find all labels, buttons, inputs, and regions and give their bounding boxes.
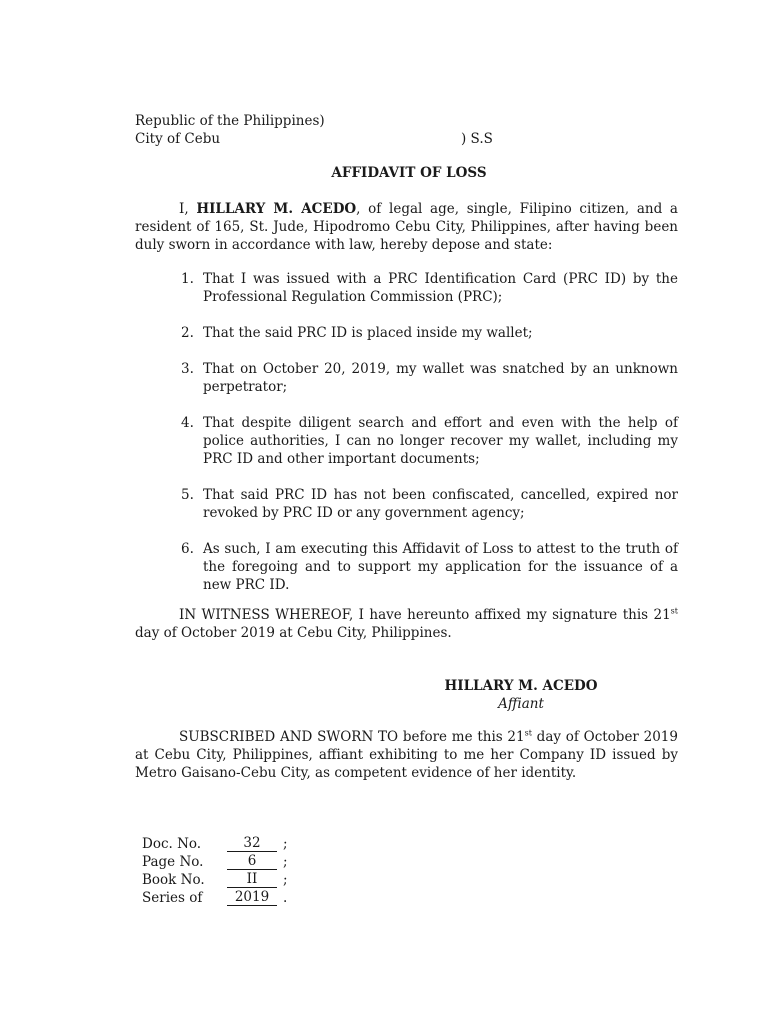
register-row-series (142, 889, 302, 907)
item-text: That said PRC ID has not been confiscated, cancelled, expired nor revoked by PRC ID or any government agency; (203, 487, 678, 521)
affiant-name-inline: HILLARY M. ACEDO (196, 201, 357, 217)
register-label: Doc. No. (142, 836, 202, 852)
witness-paragraph (135, 606, 678, 642)
item-number: 5. (181, 487, 194, 503)
venue-block (135, 112, 493, 148)
register-row-book (142, 871, 302, 889)
register-value: II (227, 871, 277, 888)
notarial-register (142, 835, 302, 907)
item-number: 2. (181, 325, 194, 341)
item-number: 1. (181, 271, 194, 287)
intro-paragraph (135, 200, 678, 254)
item-text: That I was issued with a PRC Identification Card (PRC ID) by the Professional Regulation Commission (PRC); (203, 271, 678, 305)
item-text: That the said PRC ID is placed inside my wallet; (203, 325, 533, 341)
affiant-name: HILLARY M. ACEDO (444, 678, 598, 694)
register-punct: ; (283, 854, 288, 870)
list-item (135, 486, 678, 522)
item-number: 3. (181, 361, 194, 377)
affiant-role: Affiant (498, 696, 544, 712)
item-text: As such, I am executing this Affidavit of Loss to attest to the truth of the foregoing and to support my application for the issuance of a new PRC ID. (203, 541, 678, 593)
jurat-text-2: day of October 2019 at Cebu City, Philippines, affiant exhibiting to me her Company ID issued by Metro Gaisano-Cebu City, as competent evidence of her identity. (135, 729, 678, 781)
register-punct: ; (283, 872, 288, 888)
witness-text-2: day of October 2019 at Cebu City, Philippines. (135, 625, 452, 641)
register-label: Book No. (142, 872, 205, 888)
item-text: That despite diligent search and effort and even with the help of police authorities, I can no longer recover my wallet, including my PRC ID and other important documents; (203, 415, 678, 467)
register-value: 2019 (227, 889, 277, 906)
jurat-paragraph (135, 728, 678, 782)
list-item (135, 324, 678, 342)
jurat-text-1: SUBSCRIBED AND SWORN TO before me this 21 (179, 729, 525, 745)
register-label: Page No. (142, 854, 204, 870)
affiant-signature-block (390, 677, 652, 713)
document-title: AFFIDAVIT OF LOSS (331, 165, 487, 181)
register-value: 32 (227, 835, 277, 852)
item-text: That on October 20, 2019, my wallet was snatched by an unknown perpetrator; (203, 361, 678, 395)
list-item (135, 360, 678, 396)
witness-text-1: IN WITNESS WHEREOF, I have hereunto affixed my signature this 21 (179, 607, 671, 623)
register-row-page (142, 853, 302, 871)
jurat-ordinal: st (524, 728, 532, 738)
register-row-doc (142, 835, 302, 853)
register-label: Series of (142, 890, 203, 906)
item-number: 4. (181, 415, 194, 431)
list-item (135, 270, 678, 306)
register-value: 6 (227, 853, 277, 870)
register-punct: . (283, 890, 288, 906)
item-number: 6. (181, 541, 194, 557)
intro-text: , of legal age, single, Filipino citizen, and a resident of 165, St. Jude, Hipodromo Cebu City, Philippines, after having been duly sworn in accordance with law, hereby depose and state: (135, 201, 678, 253)
venue-city-line (135, 130, 493, 148)
register-punct: ; (283, 836, 288, 852)
venue-republic: Republic of the Philippines) (135, 113, 325, 129)
venue-city: City of Cebu (135, 131, 221, 147)
statements-list (135, 270, 678, 612)
list-item (135, 540, 678, 594)
list-item (135, 414, 678, 468)
witness-ordinal: st (670, 606, 678, 616)
venue-ss: ) S.S (461, 131, 493, 147)
intro-prefix: I, (179, 201, 197, 217)
